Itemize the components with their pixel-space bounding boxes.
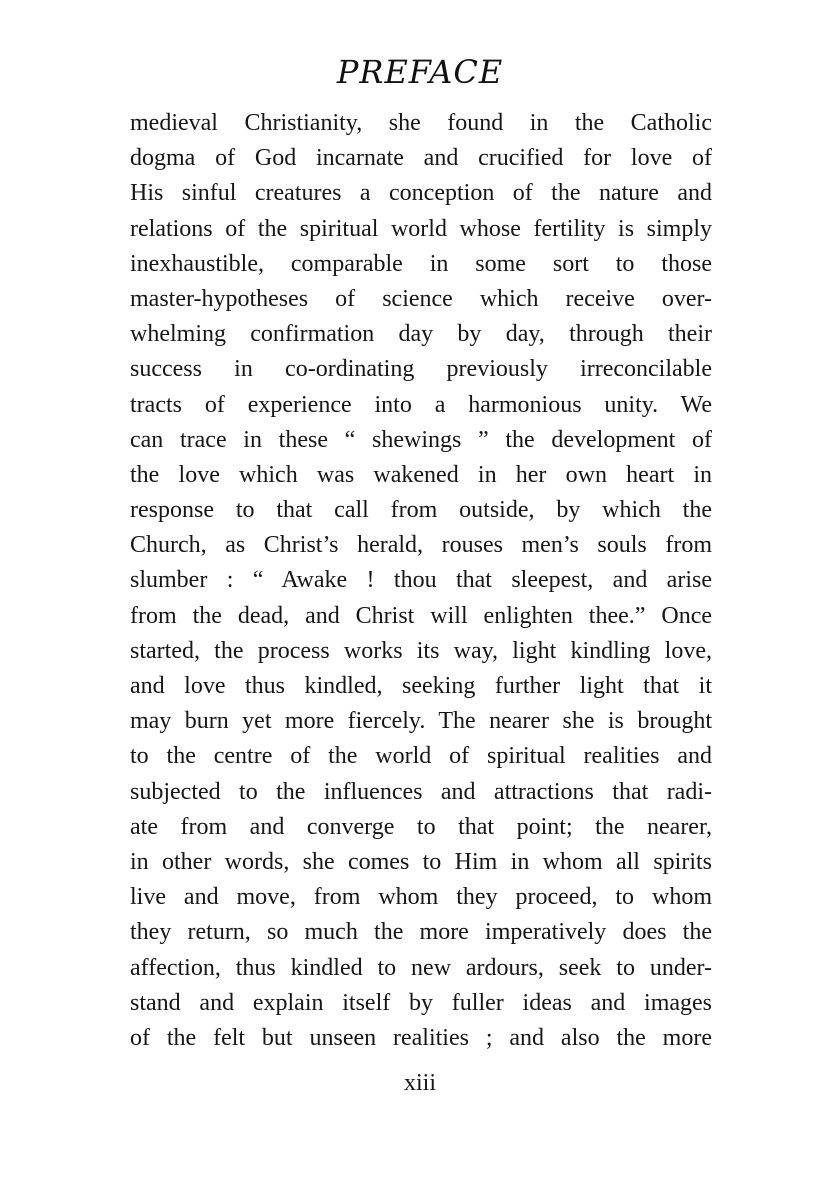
text-line: ate from and converge to that point; the nearer, <box>130 813 712 840</box>
text-line: to the centre of the world of spiritual realities and <box>130 743 712 770</box>
text-line: affection, thus kindled to new ardours, seek to under- <box>130 954 712 981</box>
text-line: relations of the spiritual world whose fertility is simply <box>130 215 712 242</box>
text-line: and love thus kindled, seeking further light that it <box>130 673 712 699</box>
text-line: dogma of God incarnate and crucified for love of <box>130 145 712 172</box>
text-line: they return, so much the more imperatively does the <box>130 919 712 946</box>
page-number: xiii <box>403 1070 436 1096</box>
text-line: subjected to the influences and attractions that radi- <box>130 778 712 805</box>
text-line: Church, as Christ’s herald, rouses men’s souls from <box>130 532 712 559</box>
text-line: can trace in these “ shewings ” the development of <box>130 426 712 453</box>
text-line: tracts of experience into a harmonious unity. We <box>130 391 712 418</box>
text-line: His sinful creatures a conception of the nature and <box>130 180 712 207</box>
text-line: live and move, from whom they proceed, to whom <box>130 884 712 911</box>
text-line: medieval Christianity, she found in the Catholic <box>130 110 712 136</box>
body-text <box>130 106 712 1056</box>
text-line: success in co-ordinating previously irreconcilable <box>130 356 712 383</box>
text-line: slumber : “ Awake ! thou that sleepest, and arise <box>130 567 712 594</box>
text-line: stand and explain itself by fuller ideas and images <box>130 989 712 1016</box>
text-line: the love which was wakened in her own heart in <box>130 461 712 488</box>
text-line: whelming confirmation day by day, through their <box>130 321 712 348</box>
text-line: response to that call from outside, by which the <box>130 497 712 524</box>
text-line: in other words, she comes to Him in whom all spirits <box>130 848 712 875</box>
running-head: PREFACE <box>336 53 504 91</box>
text-line: started, the process works its way, light kindling love, <box>130 637 712 664</box>
text-line: master-hypotheses of science which receive over- <box>130 285 712 312</box>
text-line: may burn yet more fiercely. The nearer she is brought <box>130 708 712 735</box>
text-line: inexhaustible, comparable in some sort to those <box>130 250 712 277</box>
text-line: of the felt but unseen realities ; and also the more <box>130 1024 712 1051</box>
text-line: from the dead, and Christ will enlighten thee.” Once <box>130 602 712 629</box>
